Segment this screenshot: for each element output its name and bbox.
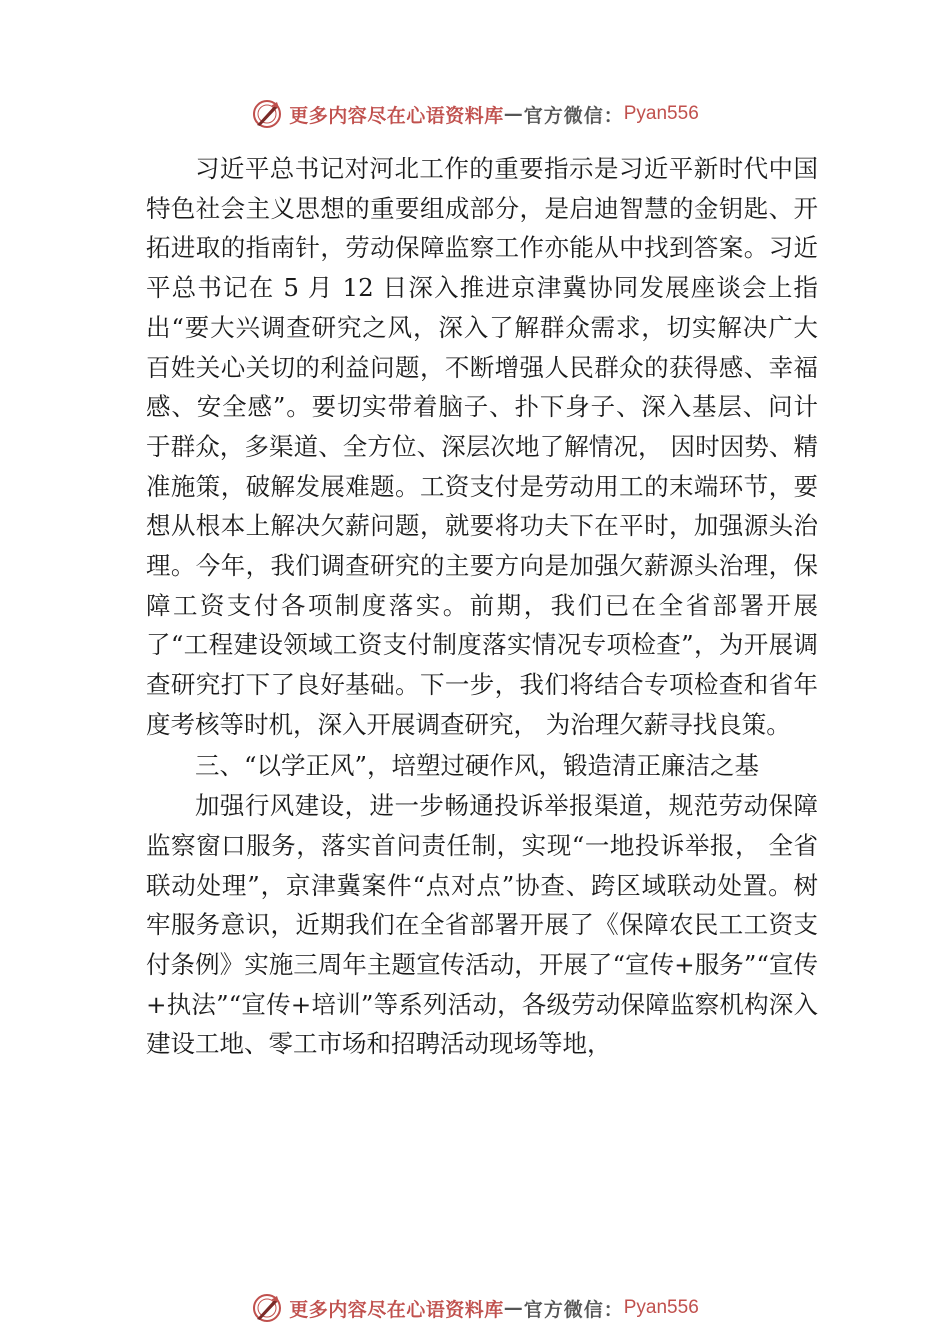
watermark-contact-id: Pyan556 [623, 103, 699, 124]
watermark-footer [0, 1288, 950, 1328]
watermark-contact-id: Pyan556 [623, 1297, 699, 1318]
watermark-separator: — [503, 1297, 524, 1319]
watermark-header [0, 94, 950, 134]
watermark-separator: — [503, 103, 524, 125]
section-heading: 三、“以学正风”，培塑过硬作风，锻造清正廉洁之基 [195, 750, 760, 780]
quill-seal-logo-icon [251, 1292, 283, 1324]
body-paragraph: 习近平总书记对河北工作的重要指示是习近平新时代中国特色社会主义思想的重要组成部分，是启迪智慧的金钥匙、开拓进取的指南针，劳动保障监察工作亦能从中找到答案。习近平总书记在 5 月 12 日深入推进京津冀协同发展座谈会上指出“要大兴调查研究之风，深入了解群众需求，切实解决广大百姓关心关切的利益问题，不断增强人民群众的获得感、幸福感、安全感”。要切实带着脑子、扑下身子、深入基层、问计于群众，多渠道、全方位、深层次地了解情况， 因时因势、精准施策，破解发展难题。工资支付是劳动用工的末端环节，要想从根本上解决欠薪问题，就要将功夫下在平时，加强源头治理。今年，我们调查研究的主要方向是加强欠薪源头治理，保障工资支付各项制度落实。前期，我们已在全省部署开展了“工程建设领域工资支付制度落实情况专项检查”，为开展调查研究打下了良好基础。下一步，我们将结合专项检查和省年度考核等时机，深入开展调查研究， 为治理欠薪寻找良策。 [146, 154, 818, 739]
quill-seal-logo-icon [251, 98, 283, 130]
watermark-contact-label: 官方微信： [523, 1298, 624, 1321]
watermark-site-text: 更多内容尽在心语资料库 [289, 104, 504, 127]
watermark-contact-label: 官方微信： [523, 104, 624, 127]
watermark-site-text: 更多内容尽在心语资料库 [289, 1298, 504, 1321]
document-body [146, 149, 818, 1064]
body-paragraph: 加强行风建设，进一步畅通投诉举报渠道，规范劳动保障监察窗口服务，落实首问责任制，实现“一地投诉举报， 全省联动处理”，京津冀案件“点对点”协查、跨区域联动处置。树牢服务意识，近期我们在全省部署开展了《保障农民工工资支付条例》实施三周年主题宣传活动，开展了“宣传+服务”“宣传+执法”“宣传+培训”等系列活动，各级劳动保障监察机构深入建设工地、零工市场和招聘活动现场等地， [146, 791, 818, 1059]
